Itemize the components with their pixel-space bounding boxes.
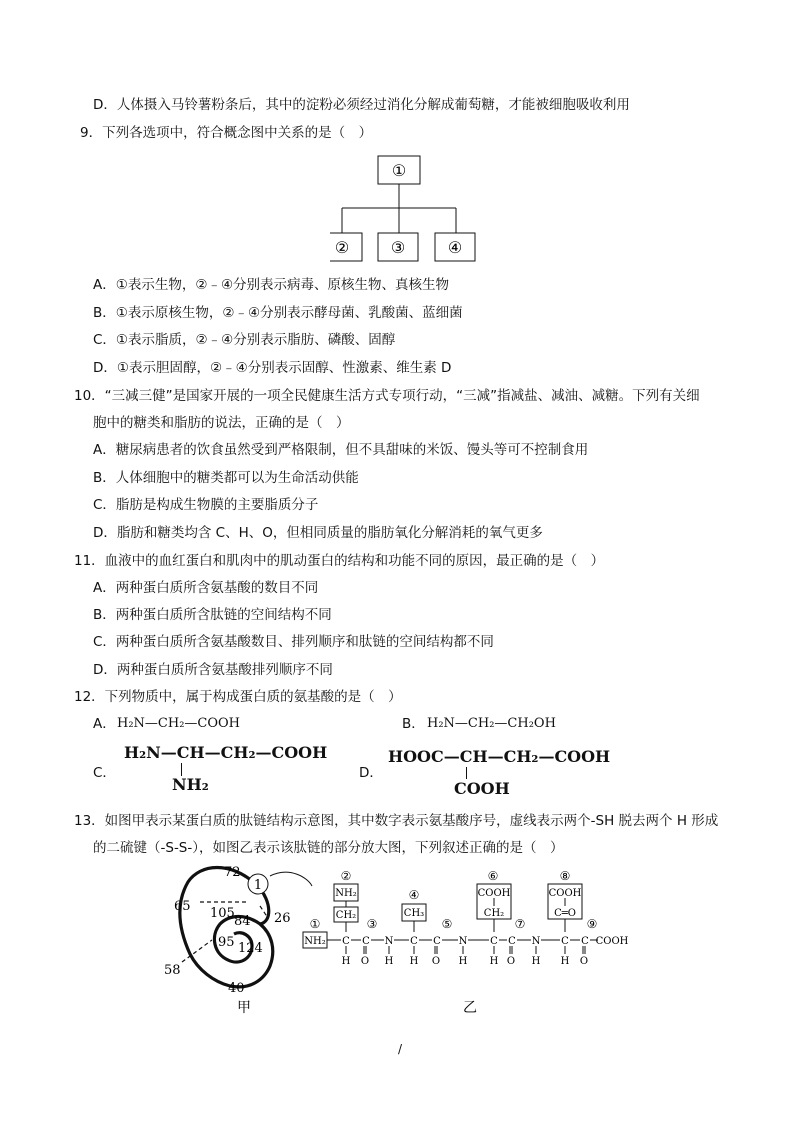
jia-num-95: 95 [218,935,235,950]
yi-h-6: H [531,956,541,967]
q10-stem-line1: 10．“三减三健”是国家开展的一项全民健康生活方式专项行动，“三减”指减盐、减油、减糖。下列有关细 [74,388,700,404]
yi-circled-3: ③ [366,917,378,931]
yi-circled-1: ① [309,917,321,931]
yi-circled-7: ⑦ [514,917,526,931]
q12-option-d-substituent: COOH [454,779,510,798]
q9-concept-diagram [330,152,480,264]
yi-h-4: H [458,956,468,967]
q12-option-d-formula: HOOC—CH—CH₂—COOH [388,747,611,766]
yi-group-cooh-b: COOH [548,888,582,899]
yi-o-4: O [579,956,589,967]
page-mark: / [398,1042,403,1056]
yi-circled-8: ⑧ [559,869,571,883]
yi-backbone [304,936,628,947]
q12-option-c-substituent: NH₂ [172,775,209,794]
q11-option-a: A．两种蛋白质所含氨基酸的数目不同 [93,580,319,596]
q9-option-b: B．①表示原核生物，②﹣④分别表示酵母菌、乳酸菌、蓝细菌 [93,305,463,321]
q10-option-a: A．糖尿病患者的饮食虽然受到严格限制，但不具甜味的米饭、馒头等可不控制食用 [93,442,589,458]
q9-diagram-child-2: ③ [390,238,406,257]
yi-atom-6: C [433,936,441,947]
jia-num-124: 124 [238,941,263,956]
yi-o-1: O [360,956,370,967]
yi-group-cooh-a: COOH [477,888,511,899]
yi-circled-6: ⑥ [487,869,499,883]
q10-option-d: D．脂肪和糖类均含 C、H、O，但相同质量的脂肪氧化分解消耗的氧气更多 [93,525,543,541]
yi-atom-2: C [342,936,350,947]
yi-atom-5: C [410,936,418,947]
yi-h-3: H [409,956,419,967]
yi-circled-9: ⑨ [586,917,598,931]
jia-num-26: 26 [274,911,291,926]
yi-atom-1: NH₂ [304,936,326,947]
q11-option-d: D．两种蛋白质所含氨基酸排列顺序不同 [93,662,333,678]
q9-diagram-child-1: ② [334,238,350,257]
jia-num-105: 105 [210,906,235,921]
q12-option-c-label: C． [93,765,116,781]
q9-diagram-top: ① [391,161,407,180]
jia-num-72: 72 [224,865,241,880]
q12-stem: 12．下列物质中，属于构成蛋白质的氨基酸的是（ ） [74,689,402,705]
yi-atom-13: COOH [595,936,629,947]
yi-group-ch3: CH₃ [403,908,425,919]
yi-o-2: O [431,956,441,967]
yi-h-7: H [560,956,570,967]
yi-group-nh2: NH₂ [335,888,357,899]
q9-option-d: D．①表示胆固醇，②﹣④分别表示固醇、性激素、维生素 D [93,360,452,376]
yi-circled-4: ④ [408,888,420,902]
q8-option-d: D．人体摄入马铃薯粉条后，其中的淀粉必须经过消化分解成葡萄糖，才能被细胞吸收利用 [93,97,630,113]
q9-diagram-child-3: ④ [447,238,463,257]
q13-figure-yi [300,862,640,1017]
q11-stem: 11．血液中的血红蛋白和肌肉中的肌动蛋白的结构和功能不同的原因，最正确的是（ ） [74,553,605,569]
yi-atom-3: C [362,936,370,947]
jia-caption: 甲 [237,1000,251,1016]
jia-num-58: 58 [164,963,181,978]
q10-option-b: B．人体细胞中的糖类都可以为生命活动供能 [93,470,359,486]
q13-stem-line1: 13．如图甲表示某蛋白质的肽链结构示意图，其中数字表示氨基酸序号，虚线表示两个-SH 脱去两个 H 形成 [74,813,719,829]
yi-group-co: C═O [554,908,576,919]
yi-h-2: H [384,956,394,967]
yi-group-ch2-b: CH₂ [483,908,505,919]
q11-option-c: C．两种蛋白质所含氨基酸数目、排列顺序和肽链的空间结构都不同 [93,634,494,650]
yi-atom-7: N [458,936,468,947]
q9-stem: 9．下列各选项中，符合概念图中关系的是（ ） [80,125,373,141]
yi-circled-5: ⑤ [441,917,453,931]
q9-option-c: C．①表示脂质，②﹣④分别表示脂肪、磷酸、固醇 [93,332,396,348]
yi-h-1: H [341,956,351,967]
yi-circled-2: ② [340,869,352,883]
jia-num-40: 40 [228,981,245,996]
jia-circle-label: 1 [253,878,263,893]
yi-caption: 乙 [463,1000,477,1016]
yi-atom-4: N [384,936,394,947]
q10-stem-line2: 胞中的糖类和脂肪的说法，正确的是（ ） [93,415,350,431]
q13-stem-line2: 的二硫键（-S-S-），如图乙表示该肽链的部分放大图，下列叙述正确的是（ ） [93,840,564,856]
q13-figure-jia [160,862,320,1017]
q10-option-c: C．脂肪是构成生物膜的主要脂质分子 [93,497,319,513]
yi-group-ch2-a: CH₂ [335,910,357,921]
q12-option-a-label: A． [93,716,116,732]
yi-h-5: H [489,956,499,967]
q12-option-b-label: B． [402,716,425,732]
q11-option-b: B．两种蛋白质所含肽链的空间结构不同 [93,607,332,623]
q12-option-d-bond [466,767,467,779]
q12-option-b-formula: H₂N—CH₂—CH₂OH [427,716,556,731]
q9-option-a: A．①表示生物，②﹣④分别表示病毒、原核生物、真核生物 [93,277,450,293]
yi-atom-12: C [581,936,589,947]
jia-num-84: 84 [234,914,251,929]
jia-num-65: 65 [174,899,191,914]
yi-atom-8: C [490,936,498,947]
yi-atom-11: C [561,936,569,947]
yi-atom-9: C [508,936,516,947]
q12-option-a-formula: H₂N—CH₂—COOH [117,716,241,731]
yi-atom-10: N [531,936,541,947]
q12-option-c-formula: H₂N—CH—CH₂—COOH [124,743,328,762]
yi-o-3: O [506,956,516,967]
q12-option-d-label: D． [359,765,383,781]
